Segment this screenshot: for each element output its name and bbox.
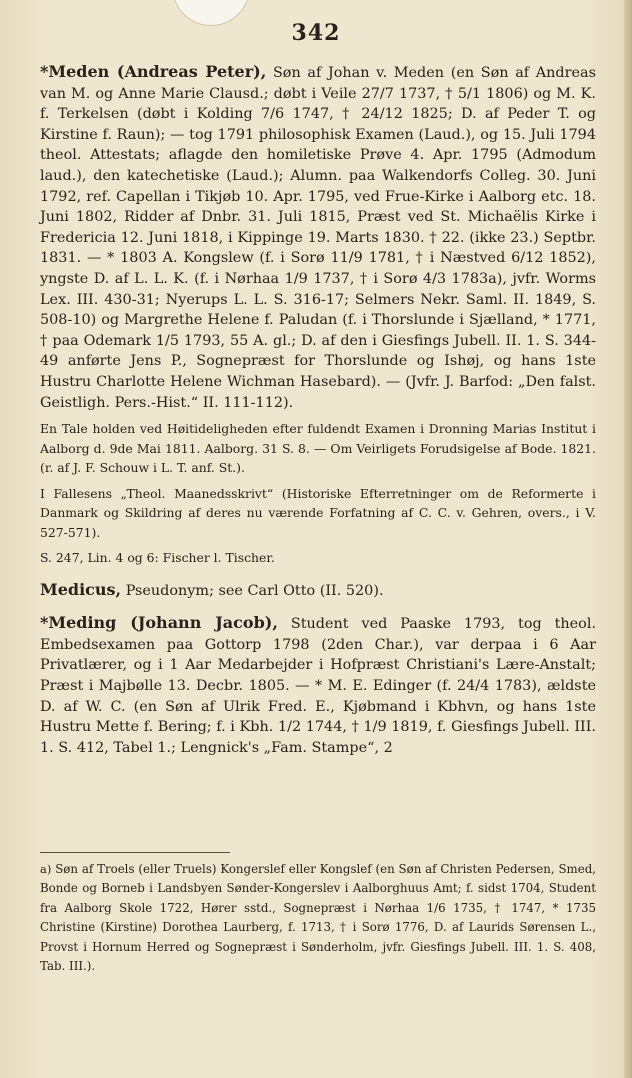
page-number: 342: [291, 20, 341, 46]
entry-medicus-text: Pseudonym; see Carl Otto (II. 520).: [125, 582, 384, 599]
headword-medicus: Medicus,: [40, 579, 122, 599]
footnote-text: Søn af Troels (eller Truels) Kongerslef eller Kongslef (en Søn af Christen Pedersen, Smed, Bonde og Borneb i Landsbyen Sønder-Kongerslev i Aalborghuus Amt; f. sidst 1704, Student fra Aalborg Skole 1722, Hører sstd., Sognepræst i Nørhaa 1/6 1735, † 1747, * 1735 Christine (Kirstine) Dorothea Laurberg, f. 1713, † i Sorø 1776, D. af Laurids Sørensen L., Provst i Hornum Herred og Sognepræst i Sønderholm, jvfr. Giesfings Jubell. III. 1. S. 408, Tab. III.).: [40, 862, 597, 974]
works-item: I Fallesens „Theol. Maanedsskrivt“ (Historiske Efterretninger om de Reformerte i Danmark og Skildring af deres nu værende Forfatning af C. C. v. Gehren, overs., i V. 527-571).: [40, 485, 596, 540]
entry-meden-text: Søn af Johan v. Meden (en Søn af Andreas van M. og Anne Marie Clausd.; døbt i Veile 27/7 1737, † 5/1 1806) og M. K. f. Terkelsen (døbt i Kolding 7/6 1747, † 24/12 1825; D. af Peder T. og Kirstine f. Raun); — tog 1791 philosophisk Examen (Laud.), og 15. Juli 1794 theol. Attestats; aflagde den homiletiske Prøve 4. Apr. 1795 (Admodum laud.), den katechetiske (Laud.); Alumn. paa Walkendorfs Colleg. 30. Juni 1792, ref. Capellan i Tikjøb 10. Apr. 1795, ved Frue-Kirke i Aalborg etc. 18. Juni 1802, Ridder af Dnbr. 31. Juli 1815, Præst ved St. Michaëlis Kirke i Fredericia 12. Juni 1818, i Kippinge 19. Marts 1830. † 22. (ikke 23.) Septbr. 1831. — * 1803 A. Kongslew (f. i Sorø 11/9 1781, † i Næstved 6/12 1852), yngste D. af L. L. K. (f. i Nørhaa 1/9 1737, † i Sorø 4/3 1783a), jvfr. Worms Lex. III. 430-31; Nyerups L. L. S. 316-17; Selmers Nekr. Saml. II. 1849, S. 508-10) og Margrethe Helene f. Paludan (f. i Thorslunde i Sjælland, * 1771, † paa Odemark 1/5 1793, 55 A. gl.; D. af den i Giesfings Jubell. II. 1. S. 344-49 anførte Jens P., Sognepræst for Thorslunde og Ishøj, og hans 1ste Hustru Charlotte Helene Wichman Hasebard). — (Jvfr. J. Barfod: „Den falst. Geistligh. Pers.-Hist.“ II. 111-112).: [40, 65, 596, 411]
entry-meden: [40, 62, 596, 413]
entry-medicus: [40, 580, 596, 602]
headword-meden: *Meden (Andreas Peter),: [40, 62, 267, 81]
footnote-mark: a): [40, 862, 52, 876]
entry-meding: [40, 613, 596, 758]
works-item: S. 247, Lin. 4 og 6: Fischer l. Tischer.: [40, 550, 275, 566]
entry-meding-text: Student ved Paaske 1793, tog theol. Embedsexamen paa Gottorp 1798 (2den Char.), var derpaa i 6 Aar Privatlærer, og i 1 Aar Medarbejder i Hofpræst Christiani's Lære-Anstalt; Præst i Majbølle 13. Decbr. 1805. — * M. E. Edinger (f. 24/4 1783), ældste D. af W. C. (en Søn af Ulrik Fred. E., Kjøbmand i Kbhvn, og hans 1ste Hustru Mette f. Bering; f. i Kbh. 1/2 1744, † 1/9 1819, f. Giesfings Jubell. III. 1. S. 412, Tabel 1.; Lengnick's „Fam. Stampe“, 2: [40, 616, 597, 756]
footnote-divider: [40, 852, 230, 853]
page-edge: [624, 0, 632, 1078]
footnote: [40, 860, 596, 976]
headword-meding: *Meding (Johann Jacob),: [40, 613, 278, 633]
works-item: En Tale holden ved Høitideligheden efter fuldendt Examen i Dronning Marias Institut i Aalborg d. 9de Mai 1811. Aalborg. 31 S. 8. — Om Veirligets Forudsigelse af Bode. 1821. (r. af J. F. Schouw i L. T. anf. St.).: [40, 421, 596, 476]
main-text: [40, 62, 596, 758]
